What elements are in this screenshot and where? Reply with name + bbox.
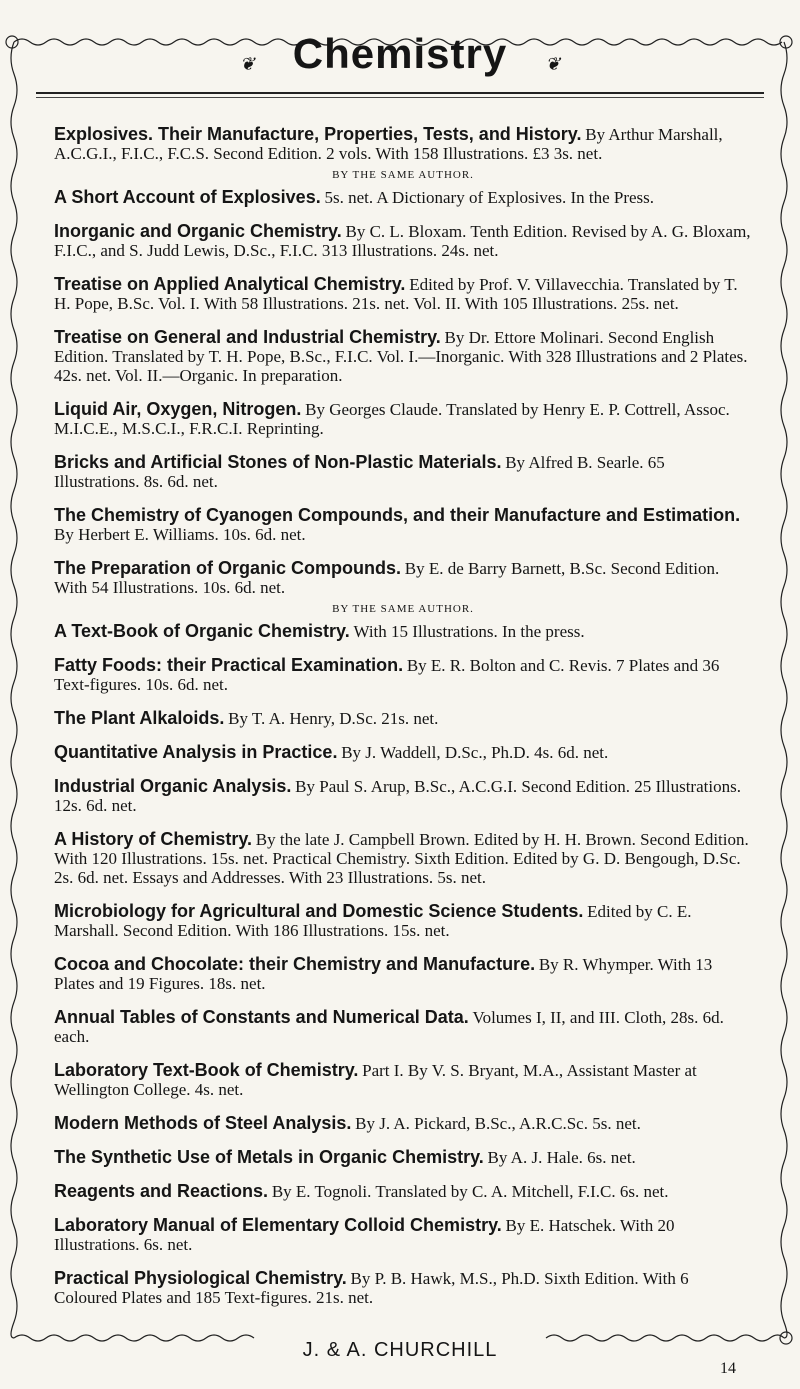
by-same-author-note: BY THE SAME AUTHOR. [332, 603, 474, 615]
book-entry [54, 276, 752, 314]
book-details: By Arthur Marshall, A.C.G.I., F.I.C., F.C.S. Second Edition. 2 vols. With 158 Illustrations. £3 3s. net. [54, 125, 723, 163]
book-title: Inorganic and Organic Chemistry. [54, 221, 342, 241]
book-details: By Georges Claude. Translated by Henry E. P. Cottrell, Assoc. M.I.C.E., M.S.C.I., F.R.C.I. Reprinting. [54, 400, 730, 438]
book-title: Microbiology for Agricultural and Domestic Science Students. [54, 901, 584, 921]
book-title: A Short Account of Explosives. [54, 187, 321, 207]
book-entry [54, 744, 752, 763]
book-details: By C. L. Bloxam. Tenth Edition. Revised by A. G. Bloxam, F.I.C., and S. Judd Lewis, D.Sc., F.I.C. 313 Illustrations. 24s. net. [54, 222, 751, 260]
book-title: Reagents and Reactions. [54, 1181, 269, 1201]
book-title: Modern Methods of Steel Analysis. [54, 1113, 352, 1133]
book-details: Edited by Prof. V. Villavecchia. Translated by T. H. Pope, B.Sc. Vol. I. With 58 Illustrations. 21s. net. Vol. II. With 105 Illustrations. 25s. net. [54, 275, 738, 313]
book-entry [54, 560, 752, 598]
book-title: The Plant Alkaloids. [54, 708, 225, 728]
book-title: Bricks and Artificial Stones of Non-Plastic Materials. [54, 452, 502, 472]
book-details: By J. Waddell, D.Sc., Ph.D. 4s. 6d. net. [341, 743, 609, 762]
book-details: By Herbert E. Williams. 10s. 6d. net. [54, 525, 306, 544]
book-title: A History of Chemistry. [54, 829, 253, 849]
book-details: By A. J. Hale. 6s. net. [487, 1148, 636, 1167]
book-details: Edited by C. E. Marshall. Second Edition. With 186 Illustrations. 15s. net. [54, 902, 692, 940]
book-details: Volumes I, II, and III. Cloth, 28s. 6d. each. [54, 1008, 724, 1046]
book-title: The Chemistry of Cyanogen Compounds, and their Manufacture and Estimation. [54, 505, 741, 525]
book-entry [54, 507, 752, 545]
publisher-name: J. & A. CHURCHILL [302, 1339, 498, 1361]
book-entry [54, 189, 752, 208]
book-entry [54, 401, 752, 439]
book-title: Laboratory Manual of Elementary Colloid Chemistry. [54, 1215, 502, 1235]
book-title: Practical Physiological Chemistry. [54, 1268, 347, 1288]
book-details: By P. B. Hawk, M.S., Ph.D. Sixth Edition. With 6 Coloured Plates and 185 Text-figures. 21s. net. [54, 1269, 689, 1307]
page-header [0, 30, 800, 78]
book-title: Liquid Air, Oxygen, Nitrogen. [54, 399, 302, 419]
book-details: By T. A. Henry, D.Sc. 21s. net. [228, 709, 439, 728]
book-details: By E. de Barry Barnett, B.Sc. Second Edition. With 54 Illustrations. 10s. 6d. net. [54, 559, 720, 597]
book-title: Explosives. Their Manufacture, Properties, Tests, and History. [54, 124, 582, 144]
book-title: Quantitative Analysis in Practice. [54, 742, 338, 762]
book-title: Laboratory Text-Book of Chemistry. [54, 1060, 359, 1080]
book-entry [54, 1062, 752, 1100]
book-title: Industrial Organic Analysis. [54, 776, 292, 796]
book-title: Fatty Foods: their Practical Examination. [54, 655, 404, 675]
book-entry [54, 778, 752, 816]
book-details: By E. Hatschek. With 20 Illustrations. 6s. net. [54, 1216, 675, 1254]
book-entry [54, 1183, 752, 1202]
book-title: Treatise on General and Industrial Chemistry. [54, 327, 441, 347]
book-entry [54, 1149, 752, 1168]
book-details: Part I. By V. S. Bryant, M.A., Assistant Master at Wellington College. 4s. net. [54, 1061, 697, 1099]
book-entry [54, 223, 752, 261]
book-title: The Preparation of Organic Compounds. [54, 558, 402, 578]
book-details: By R. Whymper. With 13 Plates and 19 Figures. 18s. net. [54, 955, 713, 993]
book-entry [54, 454, 752, 492]
book-entry [54, 623, 752, 642]
book-details: By Alfred B. Searle. 65 Illustrations. 8s. 6d. net. [54, 453, 665, 491]
book-entry [54, 710, 752, 729]
book-details: By Paul S. Arup, B.Sc., A.C.G.I. Second Edition. 25 Illustrations. 12s. 6d. net. [54, 777, 741, 815]
book-details: By the late J. Campbell Brown. Edited by H. H. Brown. Second Edition. With 120 Illustrations. 15s. net. Practical Chemistry. Sixth Edition. Edited by G. D. Bengough, D.Sc. 2s. 6d. net. Essays and Addresses. With 23 Illustrations. 5s. net. [54, 830, 749, 887]
book-details: With 15 Illustrations. In the press. [353, 622, 585, 641]
book-entry [54, 956, 752, 994]
book-details: By Dr. Ettore Molinari. Second English Edition. Translated by T. H. Pope, B.Sc., F.I.C. Vol. I.—Inorganic. With 328 Illustrations and 2 Plates. 42s. net. Vol. II.—Organic. In preparation. [54, 328, 748, 385]
page-title: Chemistry [292, 30, 508, 77]
ornament-left-icon: ❦ [239, 53, 255, 74]
book-entry [54, 1270, 752, 1308]
book-entry [54, 329, 752, 386]
book-entry [54, 903, 752, 941]
ornament-right-icon: ❦ [545, 53, 561, 74]
book-title: Treatise on Applied Analytical Chemistry. [54, 274, 406, 294]
book-title: Cocoa and Chocolate: their Chemistry and Manufacture. [54, 954, 536, 974]
book-title: Annual Tables of Constants and Numerical Data. [54, 1007, 469, 1027]
book-list [54, 126, 752, 1323]
book-entry [54, 831, 752, 888]
book-details: By E. R. Bolton and C. Revis. 7 Plates and 36 Text-figures. 10s. 6d. net. [54, 656, 720, 694]
book-title: A Text-Book of Organic Chemistry. [54, 621, 350, 641]
book-entry [54, 1009, 752, 1047]
page-number: 14 [720, 1360, 736, 1377]
book-entry [54, 126, 752, 164]
book-details: 5s. net. A Dictionary of Explosives. In the Press. [324, 188, 655, 207]
book-title: The Synthetic Use of Metals in Organic Chemistry. [54, 1147, 484, 1167]
header-rule [36, 92, 764, 94]
book-entry [54, 657, 752, 695]
book-details: By E. Tognoli. Translated by C. A. Mitchell, F.I.C. 6s. net. [271, 1182, 669, 1201]
book-details: By J. A. Pickard, B.Sc., A.R.C.Sc. 5s. net. [355, 1114, 641, 1133]
header-rule-thin [36, 97, 764, 98]
book-entry [54, 1217, 752, 1255]
book-entry [54, 1115, 752, 1134]
by-same-author-note: BY THE SAME AUTHOR. [332, 169, 474, 181]
